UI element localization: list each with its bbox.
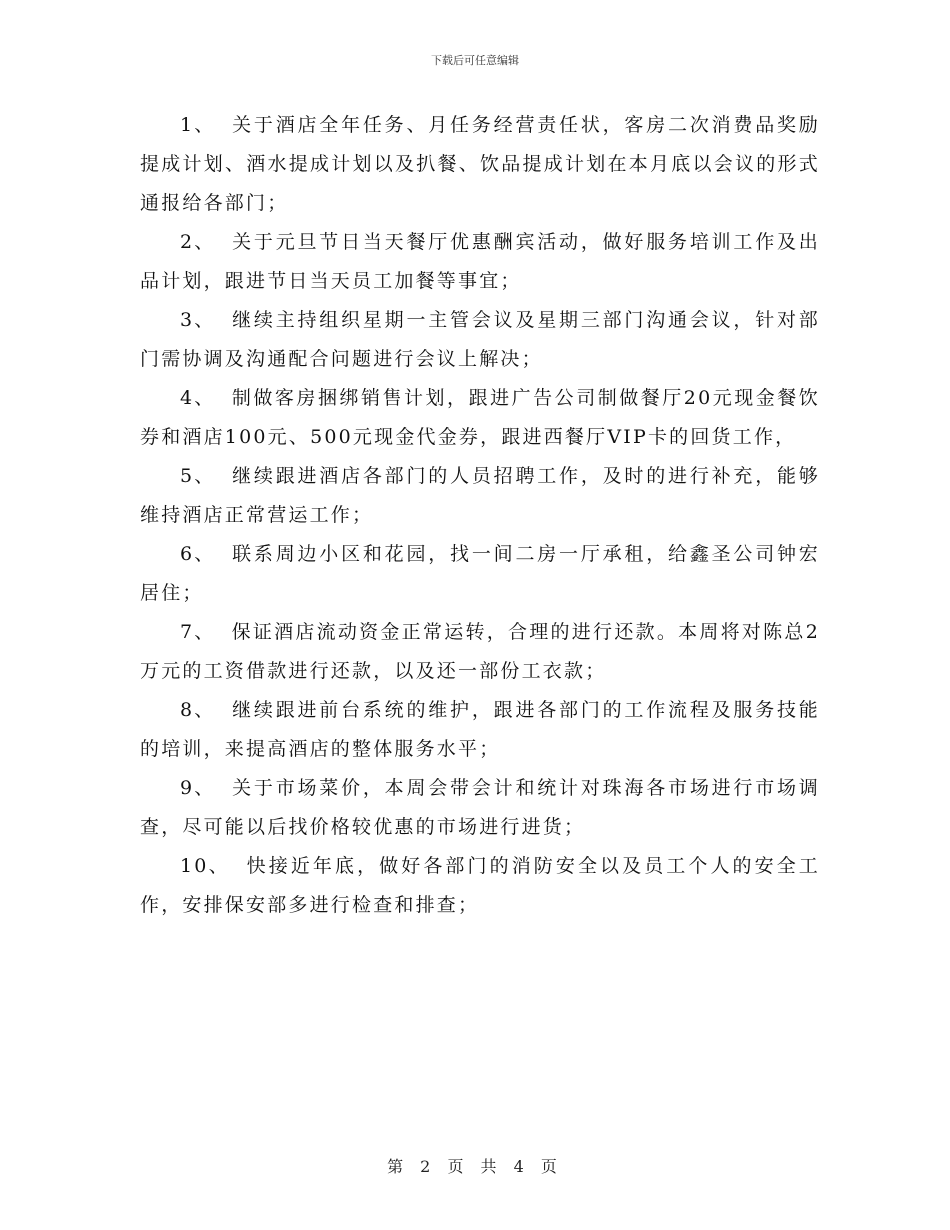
item-text: 联系周边小区和花园，找一间二房一厅承租，给鑫圣公司钟宏居住； [140, 543, 820, 604]
item-number: 8、 [180, 699, 216, 721]
item-number: 7、 [180, 621, 216, 643]
item-text: 关于酒店全年任务、月任务经营责任状，客房二次消费品奖励提成计划、酒水提成计划以及扒餐、饮品提成计划在本月底以会议的形式通报给各部门； [140, 114, 820, 214]
item-text: 关于市场菜价，本周会带会计和统计对珠海各市场进行市场调查，尽可能以后找价格较优惠的市场进行进货； [140, 777, 820, 838]
list-item [140, 223, 820, 301]
item-text: 保证酒店流动资金正常运转，合理的进行还款。本周将对陈总2万元的工资借款进行还款，以及还一部份工衣款； [140, 621, 820, 682]
item-number: 9、 [180, 777, 216, 799]
item-number: 2、 [180, 231, 216, 253]
item-text: 制做客房捆绑销售计划，跟进广告公司制做餐厅20元现金餐饮券和酒店100元、500元现金代金券，跟进西餐厅VIP卡的回货工作， [140, 387, 820, 448]
item-number: 3、 [180, 309, 216, 331]
document-body [140, 106, 820, 925]
item-text: 继续跟进酒店各部门的人员招聘工作，及时的进行补充，能够维持酒店正常营运工作； [140, 465, 820, 526]
list-item [140, 535, 820, 613]
item-text: 继续跟进前台系统的维护，跟进各部门的工作流程及服务技能的培训，来提高酒店的整体服务水平； [140, 699, 820, 760]
list-item [140, 691, 820, 769]
item-text: 继续主持组织星期一主管会议及星期三部门沟通会议，针对部门需协调及沟通配合问题进行会议上解决； [140, 309, 820, 370]
page-number: 第 2 页 共 4 页 [387, 1157, 563, 1176]
list-item [140, 301, 820, 379]
header-note: 下载后可任意编辑 [431, 54, 519, 67]
item-number: 4、 [180, 387, 216, 409]
list-item [140, 457, 820, 535]
item-number: 6、 [180, 543, 216, 565]
list-item [140, 379, 820, 457]
item-number: 10、 [180, 855, 230, 877]
list-item [140, 613, 820, 691]
item-text: 关于元旦节日当天餐厅优惠酬宾活动，做好服务培训工作及出品计划，跟进节日当天员工加餐等事宜； [140, 231, 820, 292]
list-item [140, 847, 820, 925]
item-number: 5、 [180, 465, 216, 487]
item-number: 1、 [180, 114, 216, 136]
item-text: 快接近年底，做好各部门的消防安全以及员工个人的安全工作，安排保安部多进行检查和排查； [140, 855, 820, 916]
list-item [140, 769, 820, 847]
list-item [140, 106, 820, 223]
